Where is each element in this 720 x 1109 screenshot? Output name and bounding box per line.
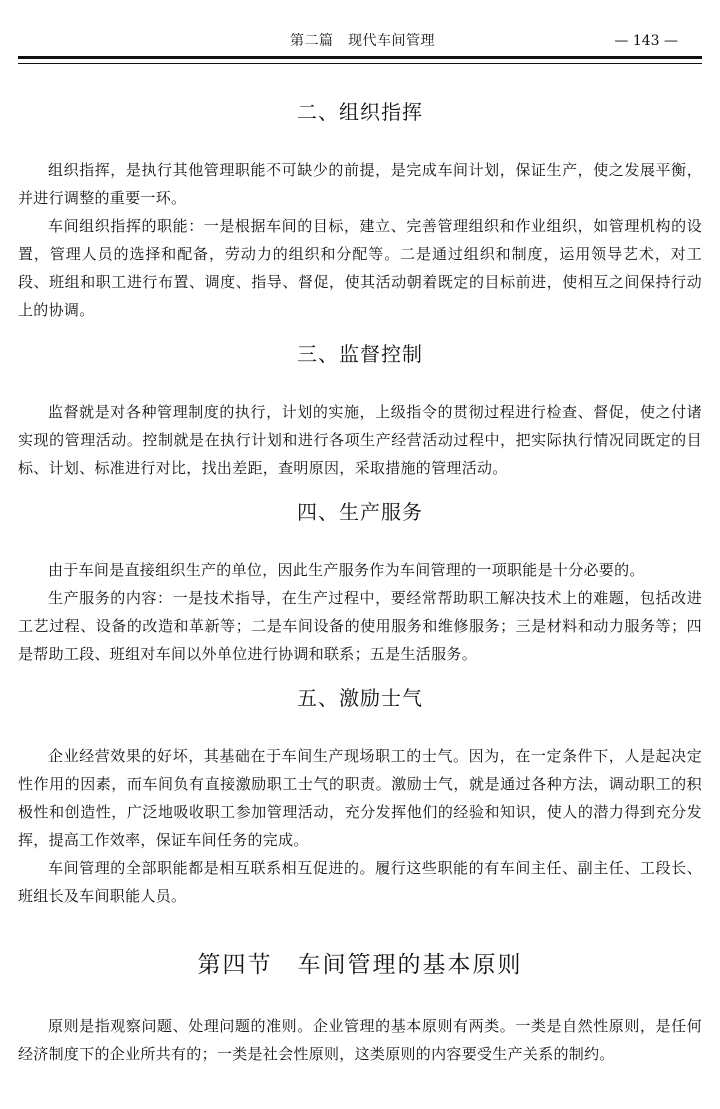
section-heading: 五、激励士气 [297,686,423,710]
header-rule [18,56,702,64]
paragraph: 原则是指观察问题、处理问题的准则。企业管理的基本原则有两类。一类是自然性原则，是任何经济制度下的企业所共有的；一类是社会性原则，这类原则的内容要受生产关系的制约。 [18,1017,702,1063]
section-production-service [18,496,702,668]
page-body [18,96,702,1068]
section-supervision-control [18,338,702,482]
paragraph: 监督就是对各种管理制度的执行，计划的实施，上级指令的贯彻过程进行检查、督促，使之付诸实现的管理活动。控制就是在执行计划和进行各项生产经营活动过程中，把实际执行情况同既定的目标、计划、标准进行对比，找出差距，查明原因，采取措施的管理活动。 [18,403,702,477]
paragraph: 生产服务的内容：一是技术指导，在生产过程中，要经常帮助职工解决技术上的难题，包括改进工艺过程、设备的改造和革新等；二是车间设备的使用服务和维修服务；三是材料和动力服务等；四是帮助工段、班组对车间以外单位进行协调和联系；五是生活服务。 [18,589,702,663]
paragraph: 车间管理的全部职能都是相互联系相互促进的。履行这些职能的有车间主任、副主任、工段长、班组长及车间职能人员。 [18,859,702,905]
section-heading: 二、组织指挥 [297,100,423,124]
paragraph: 由于车间是直接组织生产的单位，因此生产服务作为车间管理的一项职能是十分必要的。 [48,561,645,579]
part-basic-principles [18,948,702,1068]
paragraph: 车间组织指挥的职能：一是根据车间的目标，建立、完善管理组织和作业组织，如管理机构的设置，管理人员的选择和配备，劳动力的组织和分配等。二是通过组织和制度，运用领导艺术，对工段、班组和职工进行布置、调度、指导、督促，使其活动朝着既定的目标前进，使相互之间保持行动上的协调。 [18,217,702,319]
paragraph: 企业经营效果的好坏，其基础在于车间生产现场职工的士气。因为，在一定条件下，人是起决定性作用的因素，而车间负有直接激励职工士气的职责。激励士气，就是通过各种方法，调动职工的积极性和创造性，广泛地吸收职工参加管理活动，充分发挥他们的经验和知识，使人的潜力得到充分发挥，提高工作效率，保证车间任务的完成。 [18,747,702,849]
section-organizing-command [18,96,702,324]
paragraph: 组织指挥，是执行其他管理职能不可缺少的前提，是完成车间计划，保证生产，使之发展平衡，并进行调整的重要一环。 [18,161,702,207]
page-number: — 143 — [614,33,678,49]
running-title: 第二篇 现代车间管理 [290,33,435,49]
part-heading: 第四节 车间管理的基本原则 [197,952,523,978]
section-morale-motivation [18,682,702,910]
section-heading: 三、监督控制 [297,342,423,366]
running-header [18,30,702,56]
section-heading: 四、生产服务 [297,500,423,524]
